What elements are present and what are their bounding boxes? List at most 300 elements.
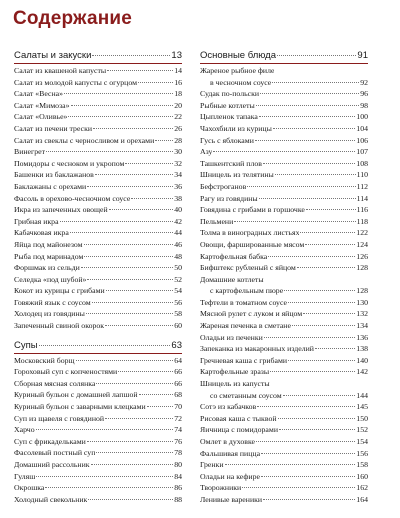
toc-entry-title: Картофельные зразы bbox=[200, 367, 270, 377]
toc-entry-page: 156 bbox=[356, 448, 368, 458]
leader-dots bbox=[147, 406, 173, 407]
toc-entry[interactable] bbox=[200, 332, 368, 344]
leader-dots bbox=[234, 221, 355, 222]
toc-entry[interactable] bbox=[200, 297, 368, 309]
toc-entry[interactable] bbox=[200, 482, 368, 494]
toc-entry-title: со сметанным соусом bbox=[210, 390, 282, 400]
toc-entry[interactable] bbox=[14, 447, 182, 459]
toc-entry-title: Рыбные котлеты bbox=[200, 100, 255, 110]
toc-entry-title: Бифштекс рубленый с яйцом bbox=[200, 263, 296, 273]
toc-entry-page: 136 bbox=[356, 332, 368, 342]
toc-entry-page: 74 bbox=[174, 425, 182, 435]
toc-entry-title: Салат из квашеной капусты bbox=[14, 66, 107, 75]
toc-entry-page: 34 bbox=[174, 170, 182, 180]
toc-entry-page: 114 bbox=[356, 193, 368, 203]
toc-entry-page: 96 bbox=[360, 89, 368, 99]
toc-entry-title: Фальшивая пицца bbox=[200, 448, 261, 458]
toc-entry-page: 26 bbox=[174, 123, 182, 133]
toc-entry-page: 152 bbox=[356, 425, 368, 435]
toc-entry-title: Кабачковая икра bbox=[14, 228, 69, 238]
leader-dots bbox=[225, 464, 356, 465]
section-heading-page: 63 bbox=[171, 339, 182, 351]
toc-entry[interactable] bbox=[14, 65, 182, 77]
toc-entry-title: Цыпленок тапака bbox=[200, 112, 258, 122]
leader-dots bbox=[297, 267, 355, 268]
toc-entry-page: 42 bbox=[174, 216, 182, 226]
toc-entry-title: Овощи, фаршированные мясом bbox=[200, 239, 305, 249]
toc-entry[interactable] bbox=[200, 343, 368, 355]
toc-entry-page: 76 bbox=[174, 436, 182, 446]
leader-dots bbox=[257, 406, 355, 407]
toc-entry-title: Гречневая каша с грибами bbox=[200, 355, 288, 365]
toc-entry-page: 118 bbox=[356, 216, 368, 226]
section-heading bbox=[200, 50, 368, 64]
toc-entry-page: 132 bbox=[356, 309, 368, 319]
toc-entry-page: 112 bbox=[356, 181, 368, 191]
leader-dots bbox=[306, 209, 356, 210]
leader-dots bbox=[263, 499, 355, 500]
toc-entry[interactable] bbox=[200, 436, 368, 448]
toc-entry-title: Куриный бульон с заварными клецками bbox=[14, 402, 146, 412]
toc-entry-page: 140 bbox=[356, 355, 368, 365]
leader-dots bbox=[92, 55, 170, 56]
toc-entry[interactable] bbox=[200, 413, 368, 425]
leader-dots bbox=[288, 302, 355, 303]
toc-entry[interactable] bbox=[200, 227, 368, 239]
toc-entry-title: Салат из свеклы с черносливом и орехами bbox=[14, 135, 155, 145]
leader-dots bbox=[277, 55, 356, 56]
toc-entry[interactable] bbox=[14, 274, 182, 286]
leader-dots bbox=[87, 441, 173, 442]
toc-entry-title: Чахохбили из курицы bbox=[200, 123, 272, 133]
toc-entry-page: 56 bbox=[174, 297, 182, 307]
leader-dots bbox=[68, 116, 173, 117]
toc-entry[interactable] bbox=[14, 482, 182, 494]
leader-dots bbox=[76, 360, 174, 361]
leader-dots bbox=[256, 441, 355, 442]
toc-entry-title: Тефтели в томатном соусе bbox=[200, 297, 287, 307]
toc-entry-page: 98 bbox=[360, 100, 368, 110]
section-heading-page: 91 bbox=[357, 50, 368, 61]
toc-entry-title: Суп с фрикадельками bbox=[14, 436, 86, 446]
leader-dots bbox=[155, 140, 173, 141]
toc-entry-page: 58 bbox=[174, 309, 182, 319]
toc-entry[interactable] bbox=[200, 274, 368, 286]
leader-dots bbox=[256, 105, 359, 106]
leader-dots bbox=[87, 186, 173, 187]
contents-column-left bbox=[14, 50, 182, 505]
toc-entry-page: 80 bbox=[174, 460, 182, 469]
leader-dots bbox=[131, 198, 173, 199]
leader-dots bbox=[118, 371, 173, 372]
toc-entry[interactable] bbox=[200, 216, 368, 228]
toc-entry-title: Башенки из баклажанов bbox=[14, 170, 94, 180]
toc-entry-page: 162 bbox=[356, 483, 368, 493]
toc-entry-title: с картофельным пюре bbox=[210, 286, 284, 296]
toc-entry-page: 20 bbox=[174, 100, 182, 110]
toc-entry-page: 124 bbox=[356, 239, 368, 249]
leader-dots bbox=[60, 221, 174, 222]
toc-entry-title: Бефстроганов bbox=[200, 181, 247, 191]
leader-dots bbox=[109, 209, 174, 210]
toc-entry-title: Сотэ из кабачков bbox=[200, 402, 257, 412]
toc-entry-title: Шницель из капусты bbox=[200, 379, 270, 389]
toc-entry[interactable] bbox=[200, 320, 368, 332]
leader-dots bbox=[91, 464, 174, 465]
section-heading bbox=[14, 340, 182, 354]
toc-entry-title: Окрошка bbox=[14, 483, 45, 493]
toc-entry[interactable] bbox=[14, 146, 182, 158]
toc-entry-page: 64 bbox=[174, 355, 182, 365]
toc-entry-title: Икра из запеченных овощей bbox=[14, 205, 108, 215]
toc-entry-page: 128 bbox=[356, 286, 368, 296]
toc-entry-page: 108 bbox=[356, 158, 368, 168]
toc-section bbox=[14, 50, 182, 332]
leader-dots bbox=[92, 302, 173, 303]
toc-entry-page: 68 bbox=[174, 390, 182, 400]
toc-entry[interactable] bbox=[14, 413, 182, 425]
toc-entry[interactable] bbox=[14, 436, 182, 448]
section-heading-title: Салаты и закуски bbox=[14, 50, 92, 61]
leader-dots bbox=[260, 93, 359, 94]
toc-entry[interactable] bbox=[200, 401, 368, 413]
toc-entry[interactable] bbox=[200, 123, 368, 135]
toc-entry[interactable] bbox=[200, 239, 368, 251]
toc-entry-page: 50 bbox=[174, 263, 182, 273]
leader-dots bbox=[279, 429, 355, 430]
toc-entry[interactable] bbox=[14, 308, 182, 320]
toc-entry[interactable] bbox=[14, 251, 182, 263]
leader-dots bbox=[105, 325, 173, 326]
toc-entry-title: Харчо bbox=[14, 425, 35, 435]
toc-section bbox=[200, 50, 368, 506]
toc-entry-page: 72 bbox=[174, 413, 182, 423]
toc-entry[interactable] bbox=[14, 378, 182, 390]
toc-entry[interactable] bbox=[200, 135, 368, 147]
toc-entry[interactable] bbox=[200, 459, 368, 471]
toc-entry-page: 126 bbox=[356, 251, 368, 261]
toc-entry[interactable] bbox=[200, 193, 368, 205]
leader-dots bbox=[71, 105, 174, 106]
toc-entry-page: 144 bbox=[356, 390, 368, 400]
toc-entry-title: Жареное рыбное филе bbox=[200, 66, 275, 75]
leader-dots bbox=[95, 174, 173, 175]
toc-entry-title: Рыба под маринадом bbox=[14, 251, 84, 261]
toc-entry-page: 110 bbox=[356, 170, 368, 180]
toc-entry-title: Пельмени bbox=[200, 216, 234, 226]
toc-entry[interactable] bbox=[14, 100, 182, 112]
toc-entry[interactable] bbox=[200, 471, 368, 483]
toc-entry-page: 128 bbox=[356, 263, 368, 273]
toc-entry-page: 16 bbox=[174, 77, 182, 87]
leader-dots bbox=[261, 476, 355, 477]
toc-entry-title: Помидоры с чесноком и укропом bbox=[14, 158, 125, 168]
toc-entry-page: 36 bbox=[174, 181, 182, 191]
leader-dots bbox=[39, 345, 171, 346]
toc-entry-page: 160 bbox=[356, 471, 368, 481]
toc-entry[interactable] bbox=[200, 251, 368, 263]
toc-entry[interactable] bbox=[14, 193, 182, 205]
toc-entry[interactable] bbox=[14, 158, 182, 170]
toc-entry-page: 48 bbox=[174, 251, 182, 261]
toc-entry-page: 18 bbox=[174, 89, 182, 99]
toc-entry[interactable] bbox=[14, 389, 182, 401]
toc-entry[interactable] bbox=[14, 297, 182, 309]
leader-dots bbox=[288, 360, 355, 361]
toc-entry-title: Творожники bbox=[200, 483, 242, 493]
leader-dots bbox=[138, 82, 173, 83]
section-heading bbox=[14, 50, 182, 64]
toc-entry-page: 92 bbox=[360, 77, 368, 87]
leader-dots bbox=[261, 453, 355, 454]
toc-entry-title: Холодец из говядины bbox=[14, 309, 85, 319]
leader-dots bbox=[303, 313, 355, 314]
toc-entry[interactable] bbox=[14, 181, 182, 193]
toc-entry-title: Сборная мясная солянка bbox=[14, 378, 96, 388]
toc-entry[interactable] bbox=[200, 146, 368, 158]
toc-entry-title: Винегрет bbox=[14, 147, 45, 157]
leader-dots bbox=[273, 128, 355, 129]
toc-entry[interactable] bbox=[14, 227, 182, 239]
toc-entry-title: Салат «Весна» bbox=[14, 89, 63, 99]
toc-entry[interactable] bbox=[200, 390, 368, 402]
toc-entry[interactable] bbox=[14, 123, 182, 135]
toc-entry-page: 66 bbox=[174, 367, 182, 377]
toc-entry-title: Салат «Мимоза» bbox=[14, 100, 70, 110]
toc-entry-page: 106 bbox=[356, 135, 368, 145]
section-heading-title: Основные блюда bbox=[200, 50, 277, 61]
toc-entry-title: Картофельная бабка bbox=[200, 251, 268, 261]
toc-entry[interactable] bbox=[200, 169, 368, 181]
toc-entry-page: 158 bbox=[356, 460, 368, 470]
toc-entry-title: Куриный бульон с домашней лапшой bbox=[14, 390, 138, 400]
toc-entry[interactable] bbox=[14, 459, 182, 471]
leader-dots bbox=[36, 429, 174, 430]
toc-entry[interactable] bbox=[200, 448, 368, 460]
leader-dots bbox=[264, 337, 356, 338]
leader-dots bbox=[96, 383, 173, 384]
toc-entry-title: Фасолевый постный суп bbox=[14, 448, 96, 458]
toc-entry-title: Жареная печенка в сметане bbox=[200, 321, 291, 331]
toc-entry-page: 130 bbox=[356, 297, 368, 307]
leader-dots bbox=[272, 82, 359, 83]
toc-entry[interactable] bbox=[200, 262, 368, 274]
toc-entry-title: Фасоль в орехово-чесночном соусе bbox=[14, 193, 131, 203]
toc-entry[interactable] bbox=[200, 77, 368, 89]
toc-entry-page: 86 bbox=[174, 483, 182, 493]
toc-entry-page: 70 bbox=[174, 402, 182, 412]
toc-entry-title: Ленивые вареники bbox=[200, 494, 263, 504]
toc-entry[interactable] bbox=[14, 77, 182, 89]
toc-entry-title: Домашние котлеты bbox=[200, 274, 264, 284]
toc-entry-title: Гуляш bbox=[14, 471, 36, 481]
toc-entry[interactable] bbox=[200, 285, 368, 297]
toc-entry-title: Грибная икра bbox=[14, 216, 59, 226]
leader-dots bbox=[139, 394, 174, 395]
toc-entry[interactable] bbox=[14, 355, 182, 367]
toc-entry-page: 100 bbox=[356, 112, 368, 122]
toc-entry[interactable] bbox=[14, 216, 182, 228]
leader-dots bbox=[46, 151, 173, 152]
toc-entry-title: Оладьи из печенки bbox=[200, 332, 263, 342]
toc-entry[interactable] bbox=[200, 308, 368, 320]
toc-entry[interactable] bbox=[14, 88, 182, 100]
toc-entry-page: 14 bbox=[174, 66, 182, 75]
toc-entry[interactable] bbox=[200, 366, 368, 378]
toc-entry-title: Гренки bbox=[200, 460, 224, 470]
leader-dots bbox=[305, 244, 355, 245]
toc-entry-title: Суп из щавеля с говядиной bbox=[14, 413, 105, 423]
toc-entry-title: Рисовая каша с тыквой bbox=[200, 413, 277, 423]
toc-entry[interactable] bbox=[14, 262, 182, 274]
leader-dots bbox=[275, 174, 356, 175]
toc-entry-title: в чесночном соусе bbox=[210, 77, 272, 87]
toc-entry-page: 104 bbox=[356, 123, 368, 133]
leader-dots bbox=[36, 476, 173, 477]
toc-entry-page: 84 bbox=[174, 471, 182, 481]
toc-entry-page: 28 bbox=[174, 135, 182, 145]
toc-section bbox=[14, 340, 182, 506]
leader-dots bbox=[242, 487, 355, 488]
toc-entry-page: 22 bbox=[174, 112, 182, 122]
toc-entry-title: Кокот из курицы с грибами bbox=[14, 286, 105, 296]
leader-dots bbox=[84, 256, 173, 257]
toc-entry-title: Холодный свекольник bbox=[14, 494, 88, 504]
toc-entry-title: Запеканка из макаронных изделий bbox=[200, 344, 314, 354]
toc-entry[interactable] bbox=[200, 88, 368, 100]
toc-entry-page: 78 bbox=[174, 448, 182, 458]
toc-entry-title: Азу bbox=[200, 147, 213, 157]
toc-entry[interactable] bbox=[14, 471, 182, 483]
toc-entry-page: 44 bbox=[174, 228, 182, 238]
leader-dots bbox=[255, 140, 355, 141]
toc-entry[interactable] bbox=[200, 158, 368, 170]
toc-entry[interactable] bbox=[200, 181, 368, 193]
leader-dots bbox=[125, 163, 173, 164]
leader-dots bbox=[86, 313, 173, 314]
toc-entry-title: Гусь с яблоками bbox=[200, 135, 254, 145]
toc-entry[interactable] bbox=[14, 366, 182, 378]
toc-entry-title: Салат из печени трески bbox=[14, 123, 93, 133]
toc-entry-title: Рагу из говядины bbox=[200, 193, 258, 203]
leader-dots bbox=[284, 290, 355, 291]
toc-entry[interactable] bbox=[14, 169, 182, 181]
page-title: Содержание bbox=[13, 8, 133, 29]
leader-dots bbox=[213, 151, 355, 152]
toc-entry[interactable] bbox=[14, 401, 182, 413]
toc-entry[interactable] bbox=[14, 320, 182, 332]
toc-entry-title: Яичница с помидорами bbox=[200, 425, 278, 435]
leader-dots bbox=[84, 244, 174, 245]
toc-entry[interactable] bbox=[200, 378, 368, 390]
toc-entry-page: 164 bbox=[356, 494, 368, 504]
toc-entry-page: 122 bbox=[356, 228, 368, 238]
toc-entry-title: Яйца под майонезом bbox=[14, 239, 83, 249]
toc-entry[interactable] bbox=[14, 494, 182, 506]
toc-entry-page: 145 bbox=[356, 402, 368, 412]
toc-entry-page: 134 bbox=[356, 321, 368, 331]
leader-dots bbox=[88, 499, 173, 500]
toc-entry[interactable] bbox=[14, 111, 182, 123]
leader-dots bbox=[247, 186, 355, 187]
toc-entry-title: Ташкентский плов bbox=[200, 158, 262, 168]
leader-dots bbox=[93, 128, 173, 129]
toc-entry-page: 116 bbox=[356, 205, 368, 215]
leader-dots bbox=[283, 395, 356, 396]
toc-entry-page: 142 bbox=[356, 367, 368, 377]
toc-entry[interactable] bbox=[200, 494, 368, 506]
toc-entry[interactable] bbox=[14, 285, 182, 297]
toc-entry-title: Селедка «под шубой» bbox=[14, 274, 87, 284]
toc-entry-title: Оладьи на кефире bbox=[200, 471, 260, 481]
toc-entry-title: Запеченный свиной окорок bbox=[14, 321, 105, 331]
toc-entry-page: 66 bbox=[174, 378, 182, 388]
toc-entry[interactable] bbox=[200, 111, 368, 123]
leader-dots bbox=[259, 116, 355, 117]
toc-entry-page: 46 bbox=[174, 239, 182, 249]
toc-entry[interactable] bbox=[200, 65, 368, 77]
leader-dots bbox=[64, 93, 173, 94]
toc-entry[interactable] bbox=[14, 239, 182, 251]
contents-column-right bbox=[200, 50, 368, 506]
toc-entry-title: Толма в виноградных листьях bbox=[200, 228, 300, 238]
toc-entry-page: 88 bbox=[174, 494, 182, 504]
toc-entry-page: 60 bbox=[174, 321, 182, 331]
toc-entry[interactable] bbox=[200, 100, 368, 112]
toc-entry-title: Салат «Оливье» bbox=[14, 112, 68, 122]
leader-dots bbox=[270, 371, 355, 372]
leader-dots bbox=[45, 487, 173, 488]
toc-entry-title: Домашний рассольник bbox=[14, 460, 90, 469]
toc-entry[interactable] bbox=[14, 424, 182, 436]
toc-entry[interactable] bbox=[200, 424, 368, 436]
toc-entry-title: Омлет в духовке bbox=[200, 437, 256, 446]
leader-dots bbox=[81, 267, 173, 268]
toc-entry[interactable] bbox=[200, 355, 368, 367]
leader-dots bbox=[259, 198, 356, 199]
leader-dots bbox=[107, 70, 173, 71]
toc-entry-title: Баклажаны с орехами bbox=[14, 181, 87, 191]
toc-entry-page: 138 bbox=[356, 344, 368, 354]
toc-entry-title: Московский борщ bbox=[14, 355, 75, 365]
section-heading-title: Супы bbox=[14, 339, 38, 351]
leader-dots bbox=[300, 232, 355, 233]
toc-entry-page: 52 bbox=[174, 274, 182, 284]
leader-dots bbox=[70, 232, 173, 233]
leader-dots bbox=[105, 418, 173, 419]
section-heading-page: 13 bbox=[171, 50, 182, 61]
leader-dots bbox=[106, 290, 174, 291]
toc-entry-page: 54 bbox=[174, 286, 182, 296]
toc-entry[interactable] bbox=[200, 204, 368, 216]
leader-dots bbox=[263, 163, 355, 164]
toc-entry[interactable] bbox=[14, 135, 182, 147]
toc-entry-page: 32 bbox=[174, 158, 182, 168]
toc-entry-title: Шницель из телятины bbox=[200, 170, 274, 180]
toc-entry-page: 150 bbox=[356, 413, 368, 423]
toc-entry-page: 154 bbox=[356, 437, 368, 446]
toc-entry-title: Форшмак из сельди bbox=[14, 263, 80, 273]
leader-dots bbox=[292, 325, 355, 326]
leader-dots bbox=[278, 418, 356, 419]
toc-entry-page: 30 bbox=[174, 147, 182, 157]
toc-entry-page: 107 bbox=[356, 147, 368, 157]
leader-dots bbox=[315, 348, 355, 349]
toc-entry-page: 40 bbox=[174, 205, 182, 215]
toc-entry-page: 38 bbox=[174, 193, 182, 203]
toc-entry-title: Судак по-польски bbox=[200, 89, 260, 99]
toc-entry[interactable] bbox=[14, 204, 182, 216]
